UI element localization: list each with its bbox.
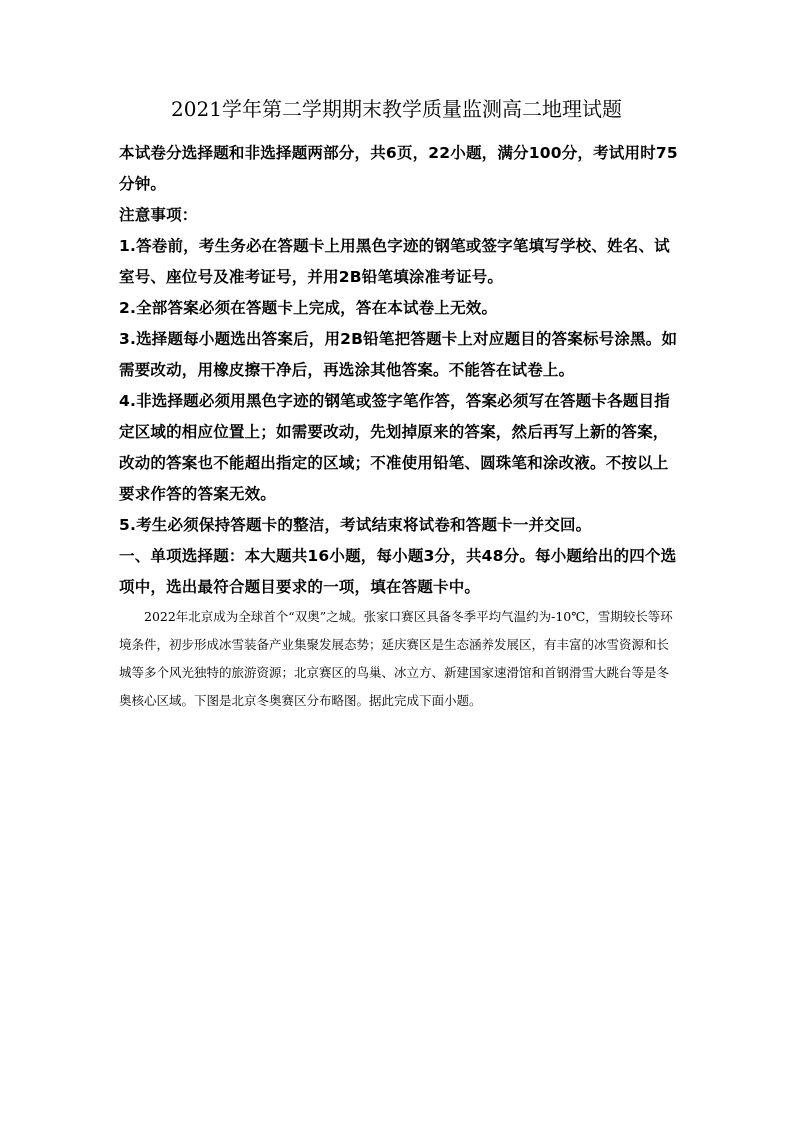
exam-intro: 本试卷分选择题和非选择题两部分，共6页，22小题，满分100分，考试用时75分钟。 [119, 144, 678, 193]
section-heading: 一、单项选择题：本大题共16小题，每小题3分，共48分。每小题给出的四个选项中，选出最符合题目要求的一项，填在答题卡中。 [119, 547, 677, 596]
note-item-1: 1.答卷前，考生务必在答题卡上用黑色字迹的钢笔或签字笔填写学校、姓名、试室号、座位号及准考证号，并用2B铅笔填涂准考证号。 [119, 237, 670, 286]
exam-instructions [119, 138, 679, 603]
note-item-2: 2.全部答案必须在答题卡上完成，答在本试卷上无效。 [119, 299, 498, 317]
question-passage: 2022年北京成为全球首个“双奥”之城。张家口赛区具备冬季平均气温约为-10℃，雪期较长等环境条件，初步形成冰雪装备产业集聚发展态势；延庆赛区是生态涵养发展区，有丰富的冰雪资源和长城等多个风光独特的旅游资源；北京赛区的鸟巢、冰立方、新建国家速滑馆和首钢滑雪大跳台等是冬奥核心区域。下图是北京冬奥赛区分布略图。据此完成下面小题。 [119, 609, 673, 708]
note-item-4: 4.非选择题必须用黑色字迹的钢笔或签字笔作答，答案必须写在答题卡各题目指定区域的相应位置上；如需要改动，先划掉原来的答案，然后再写上新的答案，改动的答案也不能超出指定的区域；不准使用铅笔、圆珠笔和涂改液。不按以上要求作答的答案无效。 [119, 392, 670, 503]
note-item-3: 3.选择题每小题选出答案后，用2B铅笔把答题卡上对应题目的答案标号涂黑。如需要改动，用橡皮擦干净后，再选涂其他答案。不能答在试卷上。 [119, 330, 678, 379]
notes-heading: 注意事项： [119, 206, 198, 224]
note-item-5: 5.考生必须保持答题卡的整洁，考试结束将试卷和答题卡一并交回。 [119, 516, 592, 534]
exam-title: 2021学年第二学期期末教学质量监测高二地理试题 [171, 97, 622, 121]
